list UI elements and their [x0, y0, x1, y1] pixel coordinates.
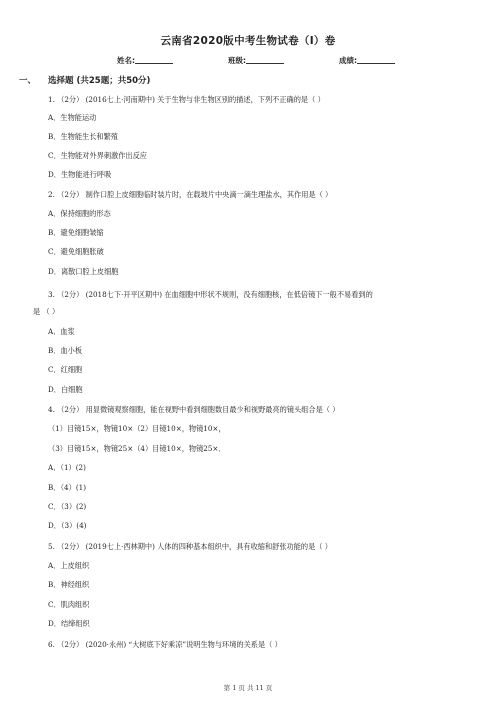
- question-line: 5. （2分） (2019七上·西林期中) 人体的四种基本组织中，具有收缩和舒张功能的是（ ）: [48, 542, 332, 551]
- section-number: 一、: [19, 76, 37, 86]
- page-footer: 第 1 页 共 11 页: [223, 684, 273, 692]
- question-line: 6. （2分） (2020·永州) “大树底下好乘凉”说明生物与环境的关系是（ ）: [48, 640, 282, 649]
- question-line: A．血浆: [48, 327, 75, 336]
- question-line: B．避免细胞皱缩: [48, 228, 104, 237]
- question-line: C．（3）(2): [48, 502, 87, 511]
- class-label: 班级:: [228, 56, 246, 65]
- question-line: （3）目镜15×，物镜25×（4）目镜10×，物镜25×．: [48, 444, 226, 453]
- question-line: A．上皮组织: [48, 561, 90, 570]
- question-line: 3. （2分） (2018七下·开平区期中) 在血细胞中形状不规则，没有细胞核，在低倍镜下一般不易看到的: [48, 290, 373, 299]
- question-line: （1）目镜15×，物镜10×（2）目镜10×，物镜10×，: [48, 424, 226, 433]
- question-line: D．离散口腔上皮细胞: [48, 267, 119, 276]
- question-line: A．生物能运动: [48, 113, 97, 122]
- question-line: 1. （2分） (2016七上·河南期中) 关于生物与非生物区别的描述，下列不正确的是（ ）: [48, 95, 325, 104]
- section-heading: [19, 74, 150, 86]
- name-label: 姓名:: [117, 56, 135, 65]
- question-line: C．生物能对外界刺激作出反应: [48, 151, 147, 160]
- question-line: C．肌肉组织: [48, 600, 90, 609]
- score-label: 成绩:: [339, 56, 357, 65]
- exam-title: 云南省2020版中考生物试卷（I）卷: [160, 35, 336, 47]
- student-name-field: [117, 55, 173, 66]
- question-line: C．红细胞: [48, 365, 83, 374]
- question-line: C．避免细胞胀破: [48, 247, 104, 256]
- name-blank: [135, 55, 173, 64]
- question-line: D．生物能进行呼吸: [48, 170, 112, 179]
- question-line: D．（3）(4): [48, 521, 87, 530]
- class-field: [228, 55, 284, 66]
- score-blank: [357, 55, 395, 64]
- score-field: [339, 55, 395, 66]
- question-line: B．神经组织: [48, 580, 90, 589]
- class-blank: [246, 55, 284, 64]
- question-line: B．生物能生长和繁殖: [48, 132, 118, 141]
- section-title: 选择题 (共25题；共50分): [48, 76, 151, 86]
- question-line: B．血小板: [48, 346, 83, 355]
- question-line: 4. （2分） 用显微镜观察细胞，能在视野中看到细胞数目最少和视野最亮的镜头组合是（ ）: [48, 405, 340, 414]
- question-line: D．白细胞: [48, 385, 83, 394]
- question-line: 2. （2分） 制作口腔上皮细胞临时装片时，在载玻片中央滴一滴生理盐水，其作用是（ ）: [48, 190, 333, 199]
- question-line: A．（1）(2): [48, 463, 86, 472]
- question-line: B．（4）(1): [48, 483, 86, 492]
- question-line: A．保持细胞的形态: [48, 209, 111, 218]
- question-line: 是 （ ）: [33, 307, 60, 316]
- question-line: D．结缔组织: [48, 619, 90, 628]
